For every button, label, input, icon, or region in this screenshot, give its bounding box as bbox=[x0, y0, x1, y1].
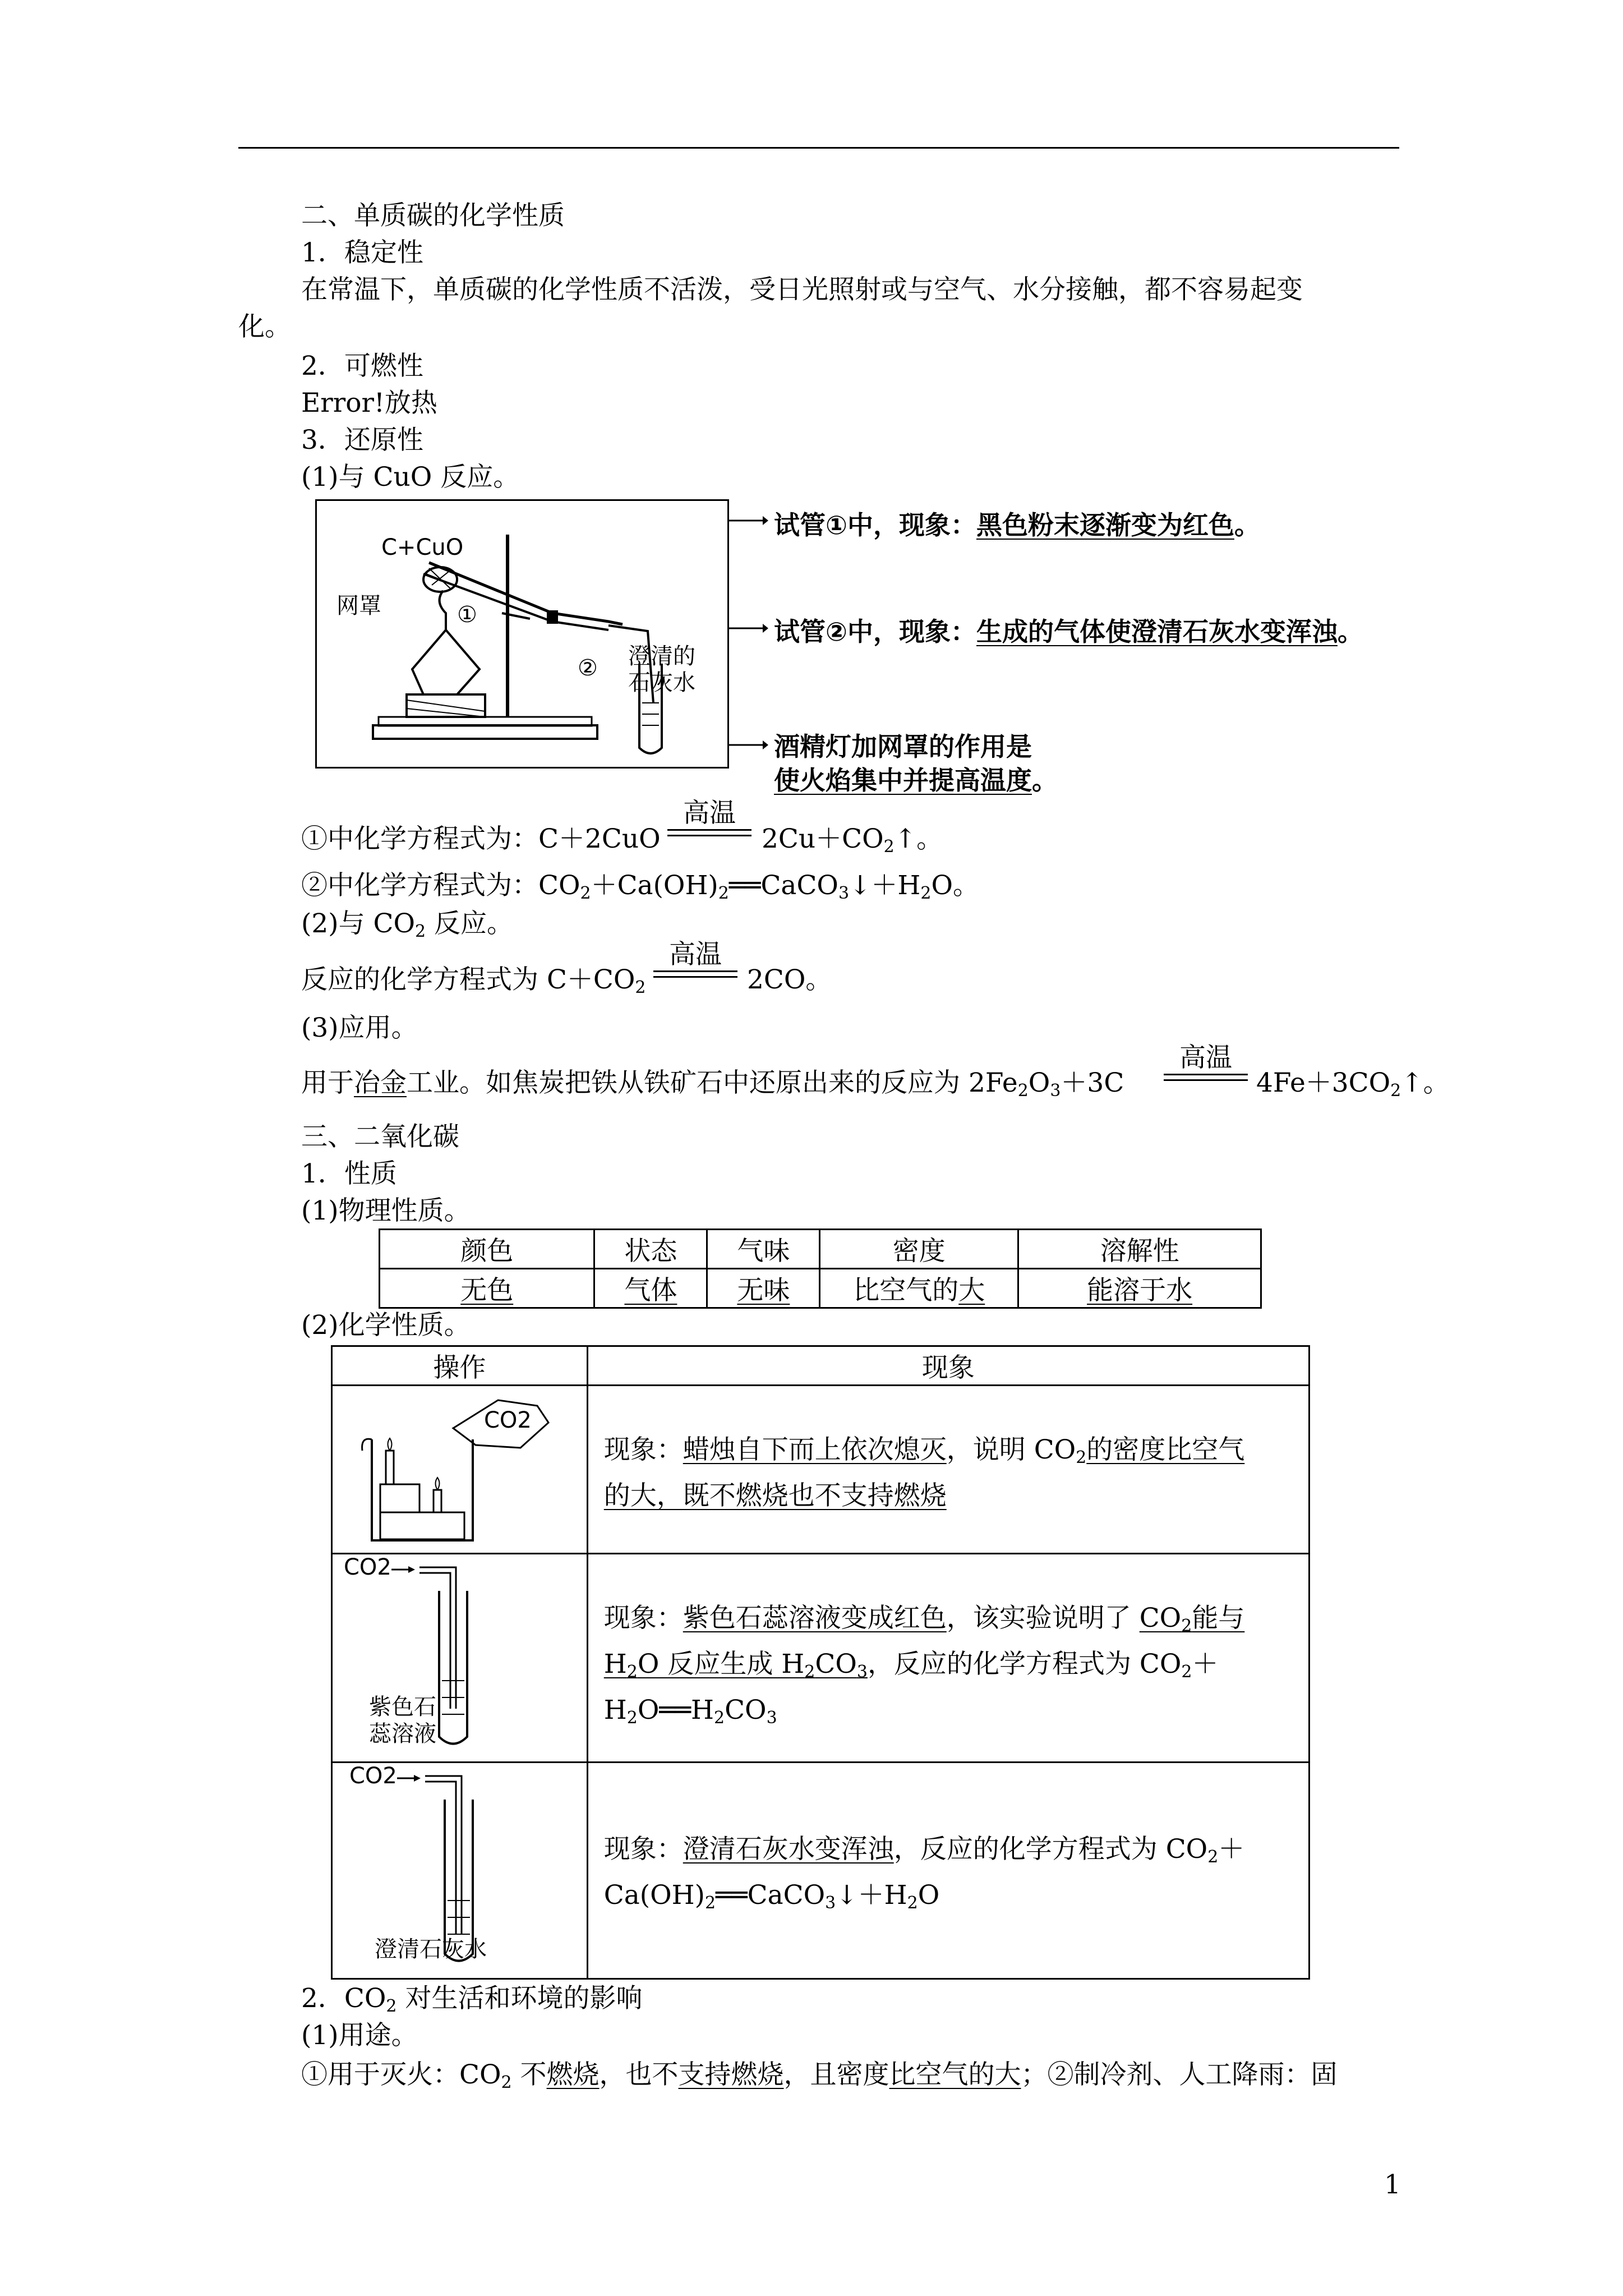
figure-candles bbox=[332, 1386, 588, 1554]
equation-2: ②中化学方程式为：$CO_2+Ca(OH)_2══CaCO_3↓+H_2O$。 bbox=[301, 870, 980, 903]
page-number: 1 bbox=[1384, 2169, 1401, 2200]
sub-heading-cuo: (1)与 CuO 反应。 bbox=[301, 462, 520, 493]
label-tube-1: ① bbox=[457, 602, 477, 628]
phenomenon-limewater bbox=[587, 1763, 1309, 1979]
cell-density: 比空气的大 bbox=[820, 1269, 1018, 1308]
label-net-cover: 网罩 bbox=[336, 593, 381, 619]
header-density: 密度 bbox=[820, 1230, 1018, 1269]
equation-3-right: 2CO。 bbox=[747, 964, 832, 995]
label-co2-in-limewater: CO2 bbox=[349, 1763, 397, 1789]
cell-odor: 无味 bbox=[707, 1269, 820, 1308]
application-products: $4Fe+3CO_2↑$。 bbox=[1256, 1068, 1450, 1101]
header-solubility: 溶解性 bbox=[1018, 1230, 1261, 1269]
note-net-purpose-2: 使火焰集中并提高温度。 bbox=[774, 765, 1058, 795]
header-operation: 操作 bbox=[332, 1346, 588, 1386]
figure-limewater bbox=[332, 1763, 588, 1979]
heading-reducibility: 3．还原性 bbox=[301, 425, 423, 455]
heading-combustibility: 2．可燃性 bbox=[301, 351, 423, 381]
header-phenomenon: 现象 bbox=[587, 1346, 1309, 1386]
sub-heading-co2-reaction: (2)与 $CO_2$ 反应。 bbox=[301, 908, 514, 941]
equation-1-condition: 高温 bbox=[683, 798, 736, 829]
label-tube-2: ② bbox=[578, 655, 598, 681]
uses-text: ①用于灭火：$CO_2$ 不燃烧，也不支持燃烧，且密度比空气的大；②制冷剂、人工降雨：固 bbox=[301, 2059, 1338, 2092]
header-odor: 气味 bbox=[707, 1230, 820, 1269]
sub-heading-uses: (1)用途。 bbox=[301, 2020, 418, 2051]
header-color: 颜色 bbox=[380, 1230, 594, 1269]
note-tube2: 试管②中，现象：生成的气体使澄清石灰水变浑浊。 bbox=[774, 616, 1363, 647]
sub-heading-chemical: (2)化学性质。 bbox=[301, 1310, 471, 1341]
label-limewater: 澄清石灰水 bbox=[375, 1936, 487, 1962]
label-litmus-1: 紫色石 bbox=[369, 1694, 436, 1720]
note-tube1: 试管①中，现象：黑色粉末逐渐变为红色。 bbox=[774, 510, 1260, 540]
sub-heading-application: (3)应用。 bbox=[301, 1013, 418, 1043]
equation-3-sign bbox=[653, 970, 737, 978]
heading-stability: 1．稳定性 bbox=[301, 237, 423, 268]
apparatus-drawing bbox=[317, 501, 727, 767]
physical-properties-table bbox=[379, 1228, 1262, 1309]
stability-text-line2: 化。 bbox=[238, 311, 291, 342]
equation-3-condition: 高温 bbox=[669, 939, 722, 970]
application-sign bbox=[1164, 1074, 1248, 1081]
cell-color: 无色 bbox=[380, 1269, 594, 1308]
equation-1-left: ①中化学方程式为：C＋2CuO bbox=[301, 823, 661, 854]
section-title-co2: 三、二氧化碳 bbox=[301, 1121, 459, 1152]
equation-1-sign bbox=[667, 829, 751, 836]
label-co2-bottle: CO2 bbox=[484, 1407, 532, 1433]
cell-state: 气体 bbox=[594, 1269, 707, 1308]
sub-heading-physical: (1)物理性质。 bbox=[301, 1195, 471, 1226]
note-arrows bbox=[729, 494, 768, 757]
figure-litmus bbox=[332, 1554, 588, 1763]
label-co2-in-litmus: CO2 bbox=[344, 1554, 391, 1580]
phenomenon-litmus bbox=[587, 1554, 1309, 1763]
label-c-cuo: C+CuO bbox=[381, 535, 464, 560]
stability-text-line1: 在常温下，单质碳的化学性质不活泼，受日光照射或与空气、水分接触，都不容易起变 bbox=[301, 274, 1303, 305]
phenomenon-litmus-text: 现象：紫色石蕊溶液变成红色，该实验说明了 $CO_2$能与 $H_2O$ 反应生成 $H_2CO_3$，反应的化学方程式为 $CO_2+$ $H_2O══H_2CO_3$ bbox=[603, 1603, 1245, 1728]
heading-co2-impact: 2．$CO_2$ 对生活和环境的影响 bbox=[301, 1983, 643, 2016]
section-title-carbon: 二、单质碳的化学性质 bbox=[301, 200, 565, 231]
label-limewater-1: 澄清的 bbox=[628, 643, 695, 669]
phenomenon-candles bbox=[587, 1386, 1309, 1554]
label-litmus-2: 蕊溶液 bbox=[369, 1721, 436, 1747]
phenomenon-candles-text: 现象：蜡烛自下而上依次熄灭，说明 $CO_2$的密度比空气 的大，既不燃烧也不支持燃烧 bbox=[603, 1434, 1245, 1511]
candles-drawing bbox=[335, 1389, 582, 1552]
equation-1-right: $2Cu+CO_2↑$。 bbox=[762, 823, 943, 857]
combustibility-text: Error!放热 bbox=[301, 388, 437, 418]
apparatus-figure bbox=[315, 499, 729, 769]
header-rule bbox=[238, 147, 1399, 149]
equation-3-left: 反应的化学方程式为 $C+CO_2$ bbox=[301, 964, 646, 997]
chemical-properties-table bbox=[331, 1345, 1310, 1980]
application-text: 用于冶金工业。如焦炭把铁从铁矿石中还原出来的反应为 $2Fe_2O_3+3C$ bbox=[301, 1068, 1124, 1101]
note-net-purpose-1: 酒精灯加网罩的作用是 bbox=[774, 731, 1032, 762]
heading-properties: 1．性质 bbox=[301, 1158, 397, 1189]
phenomenon-limewater-text: 现象：澄清石灰水变浑浊，反应的化学方程式为 $CO_2+$ $Ca(OH)_2══CaCO_3↓+H_2O$ bbox=[603, 1834, 1245, 1913]
cell-solubility: 能溶于水 bbox=[1018, 1269, 1261, 1308]
label-limewater-2: 石灰水 bbox=[628, 670, 695, 696]
header-state: 状态 bbox=[594, 1230, 707, 1269]
application-condition: 高温 bbox=[1179, 1042, 1232, 1073]
